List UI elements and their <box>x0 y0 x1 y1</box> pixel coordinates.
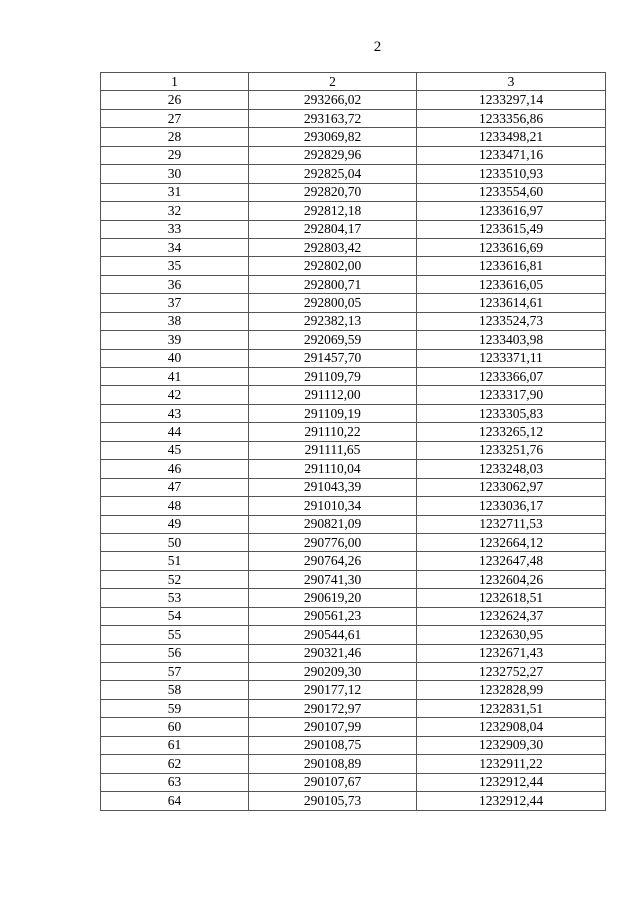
table-row <box>101 423 606 441</box>
point-number-cell: 56 <box>101 644 249 662</box>
x-coordinate-cell: 291010,34 <box>249 497 417 515</box>
point-number-cell: 52 <box>101 570 249 588</box>
table-row <box>101 681 606 699</box>
y-coordinate-cell: 1233616,69 <box>417 238 606 256</box>
table-row <box>101 773 606 791</box>
point-number-cell: 54 <box>101 607 249 625</box>
x-coordinate-cell: 290107,99 <box>249 718 417 736</box>
table-row <box>101 109 606 127</box>
table-row <box>101 146 606 164</box>
y-coordinate-cell: 1232908,04 <box>417 718 606 736</box>
point-number-cell: 35 <box>101 257 249 275</box>
table-row <box>101 478 606 496</box>
point-number-cell: 38 <box>101 312 249 330</box>
point-number-cell: 39 <box>101 331 249 349</box>
point-number-cell: 64 <box>101 792 249 810</box>
x-coordinate-cell: 290105,73 <box>249 792 417 810</box>
x-coordinate-cell: 291112,00 <box>249 386 417 404</box>
table-row <box>101 626 606 644</box>
x-coordinate-cell: 292802,00 <box>249 257 417 275</box>
x-coordinate-cell: 291110,04 <box>249 460 417 478</box>
x-coordinate-cell: 291109,19 <box>249 404 417 422</box>
x-coordinate-cell: 292812,18 <box>249 202 417 220</box>
y-coordinate-cell: 1232664,12 <box>417 533 606 551</box>
x-coordinate-cell: 292803,42 <box>249 238 417 256</box>
x-coordinate-cell: 290172,97 <box>249 699 417 717</box>
point-number-cell: 59 <box>101 699 249 717</box>
table-row <box>101 368 606 386</box>
x-coordinate-cell: 290107,67 <box>249 773 417 791</box>
table-row <box>101 275 606 293</box>
point-number-cell: 53 <box>101 589 249 607</box>
table-row <box>101 570 606 588</box>
x-coordinate-cell: 290108,89 <box>249 755 417 773</box>
point-number-cell: 36 <box>101 275 249 293</box>
table-row <box>101 699 606 717</box>
table-row <box>101 404 606 422</box>
point-number-cell: 34 <box>101 238 249 256</box>
y-coordinate-cell: 1232911,22 <box>417 755 606 773</box>
x-coordinate-cell: 292820,70 <box>249 183 417 201</box>
point-number-cell: 40 <box>101 349 249 367</box>
y-coordinate-cell: 1233615,49 <box>417 220 606 238</box>
point-number-cell: 46 <box>101 460 249 478</box>
y-coordinate-cell: 1233510,93 <box>417 165 606 183</box>
y-coordinate-cell: 1233248,03 <box>417 460 606 478</box>
y-coordinate-cell: 1232624,37 <box>417 607 606 625</box>
y-coordinate-cell: 1232828,99 <box>417 681 606 699</box>
table-row <box>101 644 606 662</box>
x-coordinate-cell: 292800,05 <box>249 294 417 312</box>
y-coordinate-cell: 1233498,21 <box>417 128 606 146</box>
table-row <box>101 515 606 533</box>
point-number-cell: 29 <box>101 146 249 164</box>
point-number-cell: 28 <box>101 128 249 146</box>
table-row <box>101 755 606 773</box>
y-coordinate-cell: 1233036,17 <box>417 497 606 515</box>
x-coordinate-cell: 291111,65 <box>249 441 417 459</box>
y-coordinate-cell: 1233317,90 <box>417 386 606 404</box>
point-number-cell: 33 <box>101 220 249 238</box>
table-row <box>101 257 606 275</box>
point-number-cell: 43 <box>101 404 249 422</box>
point-number-cell: 48 <box>101 497 249 515</box>
table-row <box>101 552 606 570</box>
point-number-cell: 30 <box>101 165 249 183</box>
table-row <box>101 349 606 367</box>
y-coordinate-cell: 1232630,95 <box>417 626 606 644</box>
point-number-cell: 50 <box>101 533 249 551</box>
y-coordinate-cell: 1233403,98 <box>417 331 606 349</box>
x-coordinate-cell: 292825,04 <box>249 165 417 183</box>
table-row <box>101 183 606 201</box>
y-coordinate-cell: 1232912,44 <box>417 792 606 810</box>
point-number-cell: 58 <box>101 681 249 699</box>
x-coordinate-cell: 291110,22 <box>249 423 417 441</box>
column-header-3: 3 <box>417 73 606 91</box>
point-number-cell: 55 <box>101 626 249 644</box>
table-body <box>101 91 606 810</box>
point-number-cell: 60 <box>101 718 249 736</box>
point-number-cell: 37 <box>101 294 249 312</box>
y-coordinate-cell: 1232711,53 <box>417 515 606 533</box>
coordinates-table <box>100 72 606 811</box>
y-coordinate-cell: 1233614,61 <box>417 294 606 312</box>
x-coordinate-cell: 293163,72 <box>249 109 417 127</box>
x-coordinate-cell: 290776,00 <box>249 533 417 551</box>
x-coordinate-cell: 292800,71 <box>249 275 417 293</box>
table-row <box>101 736 606 754</box>
y-coordinate-cell: 1233371,11 <box>417 349 606 367</box>
y-coordinate-cell: 1232912,44 <box>417 773 606 791</box>
y-coordinate-cell: 1233616,05 <box>417 275 606 293</box>
table-row <box>101 533 606 551</box>
header-row <box>101 73 606 91</box>
table-row <box>101 128 606 146</box>
table-row <box>101 331 606 349</box>
y-coordinate-cell: 1233251,76 <box>417 441 606 459</box>
x-coordinate-cell: 290321,46 <box>249 644 417 662</box>
table-row <box>101 294 606 312</box>
table-row <box>101 202 606 220</box>
table-row <box>101 165 606 183</box>
x-coordinate-cell: 291457,70 <box>249 349 417 367</box>
x-coordinate-cell: 290764,26 <box>249 552 417 570</box>
point-number-cell: 26 <box>101 91 249 109</box>
x-coordinate-cell: 291109,79 <box>249 368 417 386</box>
x-coordinate-cell: 293069,82 <box>249 128 417 146</box>
x-coordinate-cell: 290619,20 <box>249 589 417 607</box>
y-coordinate-cell: 1232647,48 <box>417 552 606 570</box>
table-row <box>101 312 606 330</box>
x-coordinate-cell: 292382,13 <box>249 312 417 330</box>
y-coordinate-cell: 1232604,26 <box>417 570 606 588</box>
point-number-cell: 51 <box>101 552 249 570</box>
y-coordinate-cell: 1233297,14 <box>417 91 606 109</box>
table-row <box>101 441 606 459</box>
point-number-cell: 62 <box>101 755 249 773</box>
y-coordinate-cell: 1233554,60 <box>417 183 606 201</box>
x-coordinate-cell: 291043,39 <box>249 478 417 496</box>
point-number-cell: 31 <box>101 183 249 201</box>
table-row <box>101 91 606 109</box>
table-row <box>101 497 606 515</box>
point-number-cell: 63 <box>101 773 249 791</box>
x-coordinate-cell: 290108,75 <box>249 736 417 754</box>
point-number-cell: 57 <box>101 663 249 681</box>
y-coordinate-cell: 1233616,81 <box>417 257 606 275</box>
point-number-cell: 45 <box>101 441 249 459</box>
table-row <box>101 386 606 404</box>
y-coordinate-cell: 1232831,51 <box>417 699 606 717</box>
y-coordinate-cell: 1233062,97 <box>417 478 606 496</box>
x-coordinate-cell: 290821,09 <box>249 515 417 533</box>
x-coordinate-cell: 290209,30 <box>249 663 417 681</box>
y-coordinate-cell: 1233524,73 <box>417 312 606 330</box>
y-coordinate-cell: 1233305,83 <box>417 404 606 422</box>
point-number-cell: 27 <box>101 109 249 127</box>
table-row <box>101 792 606 810</box>
point-number-cell: 61 <box>101 736 249 754</box>
table-row <box>101 607 606 625</box>
y-coordinate-cell: 1233356,86 <box>417 109 606 127</box>
y-coordinate-cell: 1232671,43 <box>417 644 606 662</box>
point-number-cell: 32 <box>101 202 249 220</box>
table-row <box>101 718 606 736</box>
table-row <box>101 220 606 238</box>
x-coordinate-cell: 292804,17 <box>249 220 417 238</box>
x-coordinate-cell: 290544,61 <box>249 626 417 644</box>
point-number-cell: 44 <box>101 423 249 441</box>
point-number-cell: 47 <box>101 478 249 496</box>
page-number: 2 <box>373 39 382 55</box>
table-row <box>101 238 606 256</box>
y-coordinate-cell: 1233366,07 <box>417 368 606 386</box>
column-header-1: 1 <box>101 73 249 91</box>
y-coordinate-cell: 1233616,97 <box>417 202 606 220</box>
y-coordinate-cell: 1233471,16 <box>417 146 606 164</box>
table-row <box>101 460 606 478</box>
y-coordinate-cell: 1232909,30 <box>417 736 606 754</box>
x-coordinate-cell: 292829,96 <box>249 146 417 164</box>
y-coordinate-cell: 1232618,51 <box>417 589 606 607</box>
point-number-cell: 41 <box>101 368 249 386</box>
table-row <box>101 663 606 681</box>
column-header-2: 2 <box>249 73 417 91</box>
table-row <box>101 589 606 607</box>
point-number-cell: 49 <box>101 515 249 533</box>
x-coordinate-cell: 290561,23 <box>249 607 417 625</box>
x-coordinate-cell: 290177,12 <box>249 681 417 699</box>
point-number-cell: 42 <box>101 386 249 404</box>
y-coordinate-cell: 1232752,27 <box>417 663 606 681</box>
y-coordinate-cell: 1233265,12 <box>417 423 606 441</box>
x-coordinate-cell: 292069,59 <box>249 331 417 349</box>
x-coordinate-cell: 293266,02 <box>249 91 417 109</box>
x-coordinate-cell: 290741,30 <box>249 570 417 588</box>
table-header <box>101 73 606 91</box>
